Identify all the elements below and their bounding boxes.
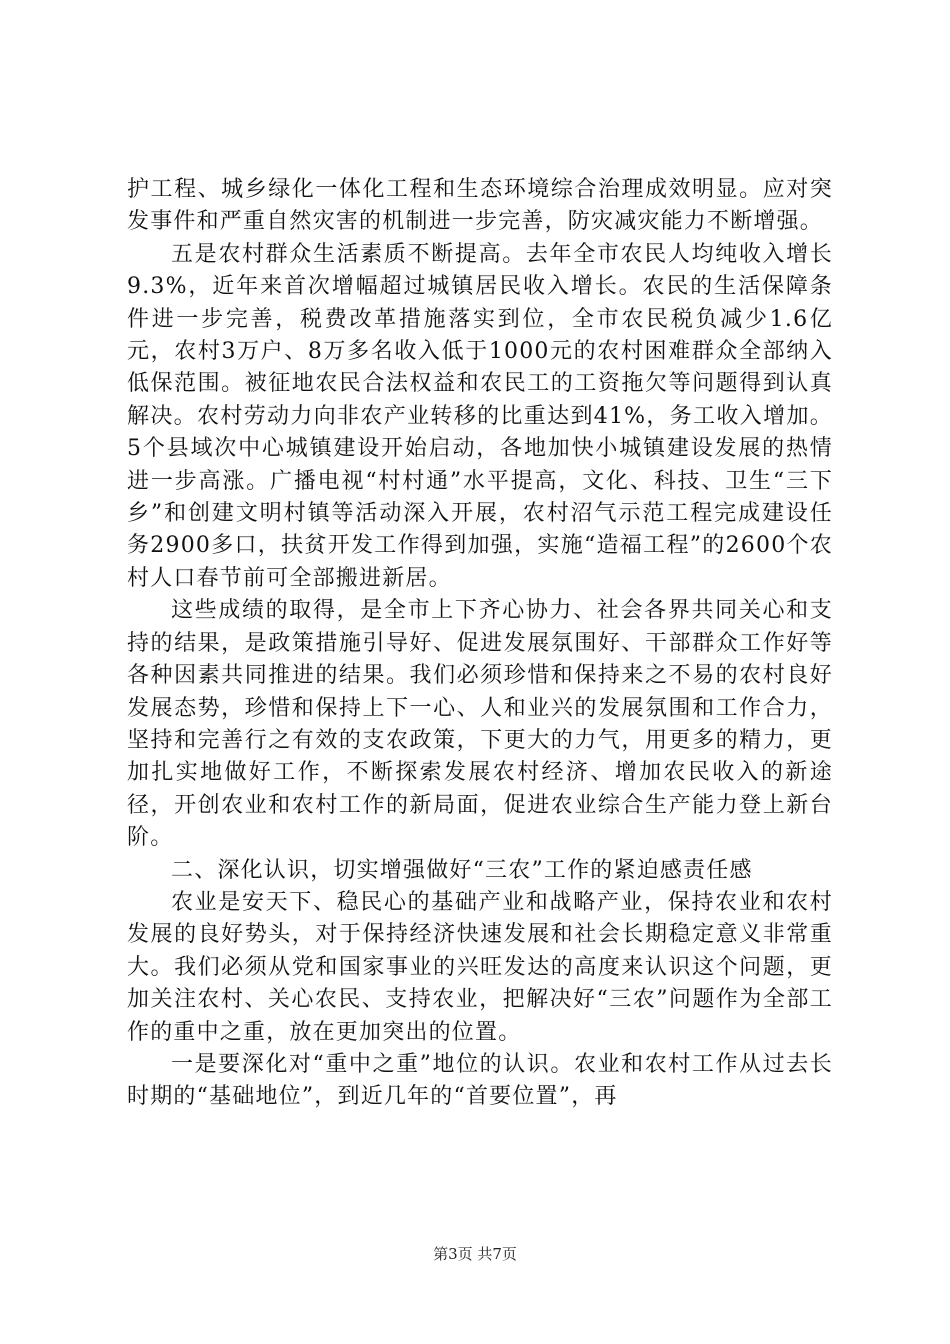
paragraph: 护工程、城乡绿化一体化工程和生态环境综合治理成效明显。应对突发事件和严重自然灾害的机制进一步完善，防灾减灾能力不断增强。 [127, 177, 833, 235]
paragraph: 一是要深化对“重中之重”地位的认识。农业和农村工作从过去长时期的“基础地位”，到近几年的“首要位置”，再 [127, 1051, 833, 1110]
page-footer: 第3页 共7页 [433, 1245, 517, 1263]
document-body [127, 174, 833, 1114]
paragraph: 这些成绩的取得，是全市上下齐心协力、社会各界共同关心和支持的结果，是政策措施引导好、促进发展氛围好、干部群众工作好等各种因素共同推进的结果。我们必须珍惜和保持来之不易的农村良好发展态势，珍惜和保持上下一心、人和业兴的发展氛围和工作合力，坚持和完善行之有效的支农政策，下更大的力气，用更多的精力，更加扎实地做好工作，不断探索发展农村经济、增加农民收入的新途径，开创农业和农村工作的新局面，促进农业综合生产能力登上新台阶。 [127, 598, 833, 851]
paragraph: 五是农村群众生活素质不断提高。去年全市农民人均纯收入增长9.3%，近年来首次增幅超过城镇居民收入增长。农民的生活保障条件进一步完善，税费改革措施落实到位，全市农民税负减少1.6亿元，农村3万户、8万多名收入低于1000元的农村困难群众全部纳入低保范围。被征地农民合法权益和农民工的工资拖欠等问题得到认真解决。农村劳动力向非农产业转移的比重达到41%，务工收入增加。5个县域次中心城镇建设开始启动，各地加快小城镇建设发展的热情进一步高涨。广播电视“村村通”水平提高，文化、科技、卫生“三下乡”和创建文明村镇等活动深入开展，农村沼气示范工程完成建设任务2900多口，扶贫开发工作得到加强，实施“造福工程”的2600个农村人口春节前可全部搬进新居。 [127, 241, 833, 591]
paragraph: 农业是安天下、稳民心的基础产业和战略产业，保持农业和农村发展的良好势头，对于保持经济快速发展和社会长期稳定意义非常重大。我们必须从党和国家事业的兴旺发达的高度来认识这个问题，更加关注农村、关心农民、支持农业，把解决好“三农”问题作为全部工作的重中之重，放在更加突出的位置。 [127, 889, 833, 1045]
section-heading: 二、深化认识，切实增强做好“三农”工作的紧迫感责任感 [171, 857, 753, 883]
